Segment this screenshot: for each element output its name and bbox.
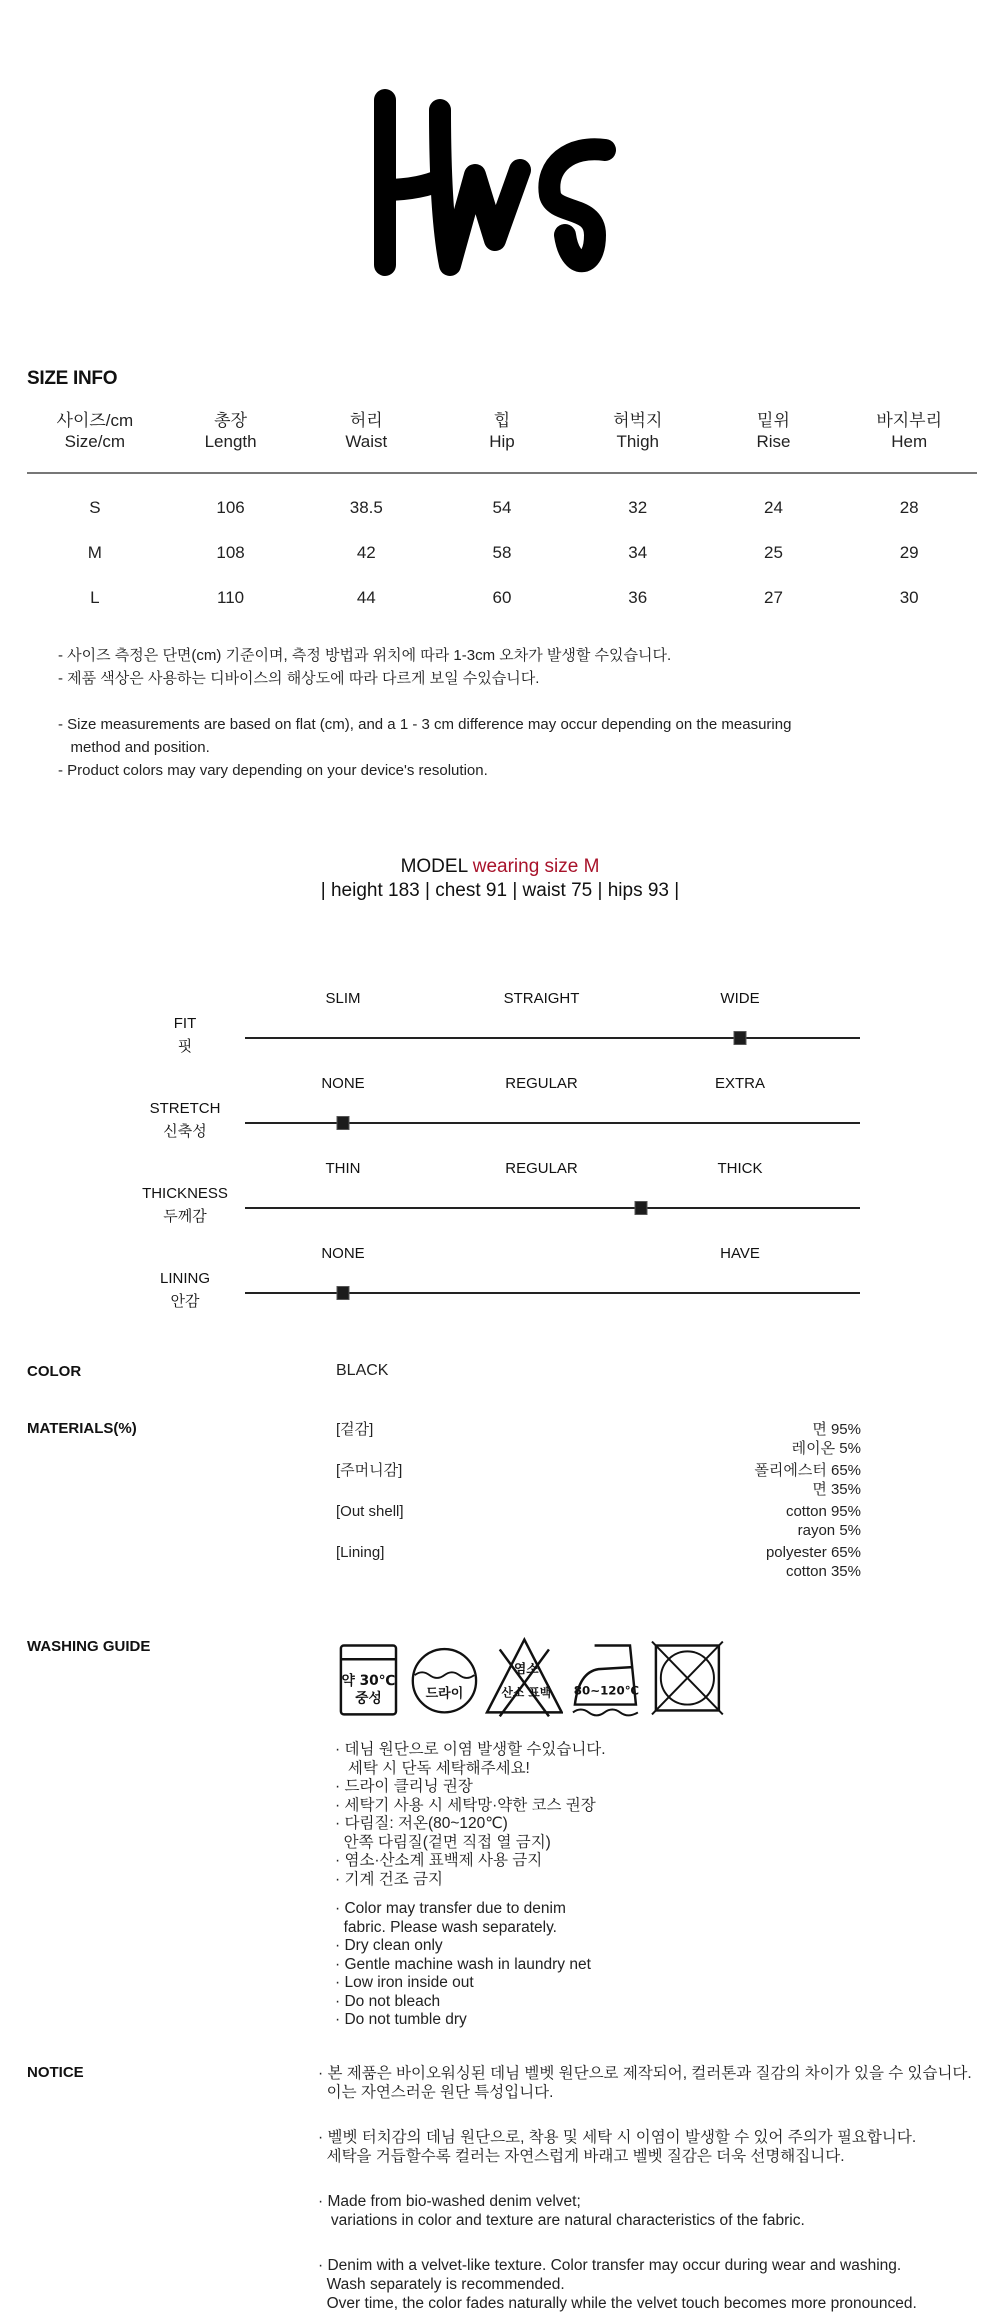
material-value: rayon 5% — [797, 1522, 861, 1539]
size-table-body — [27, 474, 977, 620]
material-composition — [766, 1543, 861, 1581]
svg-text:드라이: 드라이 — [425, 1686, 464, 1702]
scale-thickness — [130, 1160, 870, 1245]
size-note: - Size measurements are based on flat (cm), and a 1 - 3 cm difference may occur depending on the measuring — [58, 716, 792, 733]
model-info — [0, 855, 1000, 903]
scale-option: STRAIGHT — [503, 990, 580, 1007]
column-label-en: Size/cm — [64, 432, 126, 451]
size-table-cell: 25 — [763, 543, 783, 562]
size-column-header — [434, 410, 570, 470]
scale-label — [130, 1267, 240, 1313]
scale-label-en: THICKNESS — [142, 1185, 228, 1202]
scale-option: SLIM — [325, 990, 361, 1007]
size-table-cell: L — [90, 588, 100, 607]
washing-instruction: · Do not tumble dry — [335, 2011, 467, 2028]
size-table-cell: 32 — [628, 498, 648, 517]
note-spacer — [58, 690, 958, 713]
size-note: - Product colors may vary depending on your device's resolution. — [58, 762, 488, 779]
size-table-cell: 28 — [899, 498, 919, 517]
scale-label-en: STRETCH — [149, 1100, 221, 1117]
scale-option: NONE — [321, 1245, 365, 1262]
scale-track — [245, 1037, 860, 1039]
notice-paragraph: · Denim with a velvet-like texture. Color transfer may occur during wear and washing. Wash separately is recommended. Over time, the color fades naturally while the velvet touch becomes more pronounced. — [318, 2257, 917, 2312]
material-group — [336, 1420, 861, 1460]
size-table-cell: 108 — [216, 543, 245, 562]
size-table-cell: 38.5 — [349, 498, 383, 517]
scale-label-ko: 두께감 — [163, 1208, 207, 1225]
size-table-cell: 106 — [216, 498, 245, 517]
scale-label-en: FIT — [173, 1015, 197, 1032]
size-table-cell: 30 — [899, 588, 919, 607]
material-value: 레이온 5% — [791, 1440, 861, 1457]
materials-label: MATERIALS(%) — [27, 1420, 137, 1437]
scale-lining — [130, 1245, 870, 1330]
svg-text:중성: 중성 — [355, 1690, 382, 1707]
column-label-ko: 사이즈/cm — [56, 411, 134, 430]
size-table-row — [27, 575, 977, 620]
washing-instruction: · Low iron inside out — [335, 1974, 474, 1991]
washing-instruction: · Color may transfer due to denim — [335, 1900, 566, 1917]
hand-wash-30c-icon — [335, 1637, 404, 1717]
size-table-cell: 27 — [763, 588, 783, 607]
size-table-cell: 42 — [356, 543, 376, 562]
scale-option: THICK — [717, 1160, 763, 1177]
material-composition — [754, 1461, 861, 1499]
column-label-en: Length — [204, 432, 257, 451]
size-note: - 제품 색상은 사용하는 디바이스의 해상도에 따라 다르게 보일 수있습니다. — [58, 670, 540, 687]
washing-guide-korean — [335, 1741, 606, 1889]
washing-instruction: · 다림질: 저온(80~120℃) — [335, 1815, 508, 1832]
size-table-cell: 34 — [628, 543, 648, 562]
size-table-cell: M — [87, 543, 102, 562]
svg-text:약 30℃: 약 30℃ — [341, 1672, 396, 1689]
scale-marker — [337, 1116, 350, 1130]
size-table-cell: 60 — [492, 588, 512, 607]
scale-label — [130, 1182, 240, 1228]
size-notes — [58, 644, 958, 782]
column-label-en: Thigh — [616, 432, 659, 451]
dry-clean-icon — [410, 1637, 479, 1717]
material-value: polyester 65% — [765, 1544, 861, 1561]
material-part: [Out shell] — [336, 1503, 404, 1520]
washing-instruction: fabric. Please wash separately. — [335, 1918, 557, 1936]
no-tumble-dry-icon — [650, 1637, 725, 1717]
material-part: [Lining] — [336, 1544, 385, 1561]
model-wearing-size: wearing size M — [472, 856, 600, 877]
washing-instruction: 안쪽 다림질(겉면 직접 열 금지) — [335, 1833, 551, 1851]
washing-instruction: · Gentle machine wash in laundry net — [335, 1955, 591, 1973]
size-table-row — [27, 530, 977, 575]
notice-paragraph: · Made from bio-washed denim velvet; variations in color and texture are natural characteristics of the fabric. — [318, 2193, 805, 2229]
svg-text:산소 표백: 산소 표백 — [501, 1685, 551, 1700]
color-value: BLACK — [336, 1362, 389, 1379]
column-label-en: Hip — [489, 432, 515, 451]
color-label: COLOR — [27, 1363, 82, 1380]
size-column-header — [570, 410, 706, 470]
scale-stretch — [130, 1075, 870, 1160]
svg-text:80~120℃: 80~120℃ — [574, 1683, 640, 1698]
model-heading — [0, 855, 1000, 879]
washing-icons — [335, 1637, 725, 1717]
washing-instruction: · Dry clean only — [335, 1937, 443, 1954]
material-composition — [786, 1502, 861, 1540]
scale-label-ko: 신축성 — [163, 1123, 207, 1140]
size-table-cell: 58 — [492, 543, 512, 562]
column-label-ko: 허벅지 — [613, 411, 663, 430]
model-stats: | height 183 | chest 91 | waist 75 | hips 93 | — [320, 880, 680, 901]
size-table-cell: 44 — [356, 588, 376, 607]
column-label-en: Hem — [891, 432, 928, 451]
notice-label: NOTICE — [27, 2064, 84, 2081]
material-group — [336, 1543, 861, 1583]
scale-option: EXTRA — [714, 1075, 766, 1092]
scale-label-ko: 핏 — [177, 1038, 193, 1055]
size-table-cell: 110 — [217, 588, 245, 607]
size-table — [27, 410, 977, 620]
material-part: [주머니감] — [336, 1462, 403, 1479]
scale-label — [130, 1012, 240, 1058]
scale-marker — [634, 1201, 647, 1215]
size-table-cell: 29 — [899, 543, 919, 562]
size-column-header — [841, 410, 977, 470]
scale-option: HAVE — [720, 1245, 760, 1262]
scale-marker — [337, 1286, 350, 1300]
material-value: cotton 95% — [785, 1503, 861, 1520]
size-note: method and position. — [58, 739, 210, 756]
material-value: 면 95% — [812, 1421, 861, 1438]
scale-option: WIDE — [720, 990, 760, 1007]
column-label-en: Waist — [345, 432, 388, 451]
washing-instruction: · 기계 건조 금지 — [335, 1870, 443, 1888]
column-label-ko: 밑위 — [757, 411, 790, 430]
notice-paragraph: · 본 제품은 바이오워싱된 데님 벨벳 원단으로 제작되어, 컬러톤과 질감의 차이가 있을 수 있습니다. 이는 자연스러운 원단 특성입니다. — [318, 2065, 972, 2101]
column-label-ko: 바지부리 — [876, 411, 943, 430]
brand-logo — [370, 85, 640, 285]
scale-option: THIN — [325, 1160, 361, 1177]
size-table-header — [27, 410, 977, 470]
size-column-header — [27, 410, 163, 470]
model-prefix: MODEL — [400, 856, 468, 877]
size-column-header — [163, 410, 299, 470]
notice-paragraph: · 벨벳 터치감의 데님 원단으로, 착용 및 세탁 시 이염이 발생할 수 있어 주의가 필요합니다. 세탁을 거듭할수록 컬러는 자연스럽게 바래고 벨벳 질감은 더욱 선명해집니다. — [318, 2129, 917, 2165]
washing-guide-english — [335, 1900, 591, 2030]
washing-instruction: · Do not bleach — [335, 1992, 441, 2010]
scale-marker — [734, 1031, 747, 1045]
size-note: - 사이즈 측정은 단면(cm) 기준이며, 측정 방법과 위치에 따라 1-3cm 오차가 발생할 수있습니다. — [58, 647, 672, 664]
washing-instruction: · 염소·산소계 표백제 사용 금지 — [335, 1852, 543, 1869]
size-table-cell: 36 — [628, 588, 648, 607]
washing-guide-label: WASHING GUIDE — [27, 1638, 151, 1655]
material-part: [겉감] — [336, 1421, 374, 1438]
scale-track — [245, 1207, 860, 1209]
scale-label — [130, 1097, 240, 1143]
material-group — [336, 1502, 861, 1542]
size-table-cell: 54 — [492, 498, 512, 517]
material-value: cotton 35% — [785, 1563, 861, 1580]
scale-label-ko: 안감 — [170, 1293, 200, 1310]
washing-instruction: · 데님 원단으로 이염 발생할 수있습니다. — [335, 1741, 606, 1758]
no-bleach-icon — [485, 1637, 564, 1717]
material-value: 면 35% — [812, 1481, 861, 1498]
size-table-cell: S — [89, 498, 101, 517]
scale-option: REGULAR — [505, 1160, 578, 1177]
material-value: 폴리에스터 65% — [754, 1462, 861, 1479]
size-info-title: SIZE INFO — [27, 368, 118, 389]
washing-instruction: · 드라이 클리닝 권장 — [335, 1778, 473, 1795]
scale-fit — [130, 990, 870, 1075]
size-table-row — [27, 485, 977, 530]
washing-instruction: 세탁 시 단독 세탁해주세요! — [335, 1759, 530, 1777]
scale-option: NONE — [321, 1075, 365, 1092]
column-label-ko: 총장 — [214, 411, 247, 430]
size-column-header — [298, 410, 434, 470]
material-composition — [792, 1420, 861, 1458]
svg-text:염소: 염소 — [513, 1662, 539, 1678]
size-column-header — [706, 410, 842, 470]
material-group — [336, 1461, 861, 1501]
scale-label-en: LINING — [159, 1270, 210, 1287]
scale-option: REGULAR — [505, 1075, 578, 1092]
column-label-ko: 힙 — [493, 411, 511, 430]
washing-instruction: · 세탁기 사용 시 세탁망·약한 코스 권장 — [335, 1796, 596, 1814]
iron-low-icon — [569, 1637, 644, 1717]
column-label-ko: 허리 — [349, 411, 383, 430]
column-label-en: Rise — [756, 432, 791, 451]
size-table-cell: 24 — [763, 498, 783, 517]
